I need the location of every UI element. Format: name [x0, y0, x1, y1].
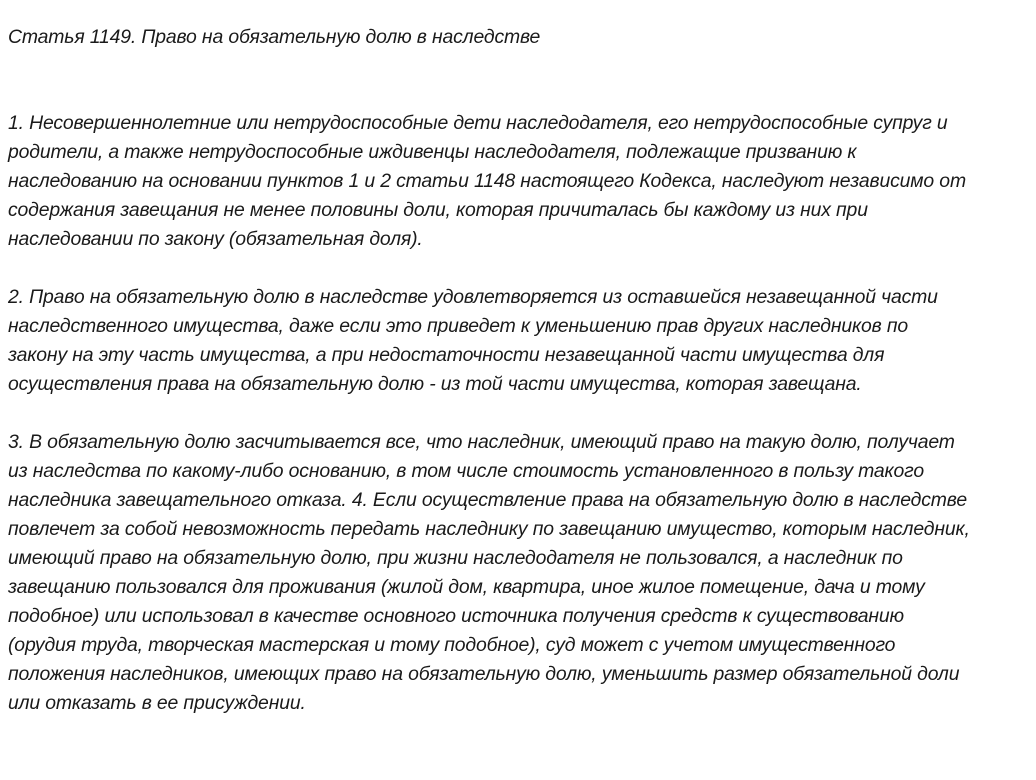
- paragraph-3: [8, 428, 970, 718]
- paragraph-line: положения наследников, имеющих право на обязательную долю, уменьшить размер обязательной доли: [8, 663, 960, 685]
- paragraph-line: содержания завещания не менее половины доли, которая причиталась бы каждому из них при: [8, 199, 868, 221]
- paragraph-line: осуществления права на обязательную долю - из той части имущества, которая завещана.: [8, 373, 862, 395]
- paragraph-line: родители, а также нетрудоспособные иждивенцы наследодателя, подлежащие призванию к: [8, 141, 857, 163]
- paragraph-line: закону на эту часть имущества, а при недостаточности незавещанной части имущества для: [8, 344, 885, 366]
- paragraph-line: завещанию пользовался для проживания (жилой дом, квартира, иное жилое помещение, дача и тому: [8, 576, 925, 598]
- paragraph-line: наследника завещательного отказа. 4. Если осуществление права на обязательную долю в наследстве: [8, 489, 967, 511]
- paragraph-line: 1. Несовершеннолетние или нетрудоспособные дети наследодателя, его нетрудоспособные супруг и: [8, 112, 948, 134]
- paragraph-line: имеющий право на обязательную долю, при жизни наследодателя не пользовался, а наследник по: [8, 547, 903, 569]
- paragraph-line: из наследства по какому-либо основанию, в том числе стоимость установленного в пользу такого: [8, 460, 924, 482]
- paragraph-line: наследственного имущества, даже если это приведет к уменьшению прав других наследников по: [8, 315, 909, 337]
- paragraph-line: наследованию на основании пунктов 1 и 2 статьи 1148 настоящего Кодекса, наследуют независимо от: [8, 170, 966, 192]
- paragraph-line: 3. В обязательную долю засчитывается все, что наследник, имеющий право на такую долю, получает: [8, 431, 955, 453]
- paragraph-line: подобное) или использовал в качестве основного источника получения средств к существованию: [8, 605, 904, 627]
- paragraph-line: (орудия труда, творческая мастерская и тому подобное), суд может с учетом имущественного: [8, 634, 896, 656]
- paragraph-line: или отказать в ее присуждении.: [8, 692, 306, 714]
- paragraph-line: 2. Право на обязательную долю в наследстве удовлетворяется из оставшейся незавещанной части: [8, 286, 938, 308]
- paragraph-1: [8, 109, 966, 254]
- article-title: Статья 1149. Право на обязательную долю в наследстве: [8, 26, 541, 48]
- paragraph-2: [8, 283, 938, 399]
- paragraph-line: повлечет за собой невозможность передать наследнику по завещанию имущество, которым наследник,: [8, 518, 970, 540]
- paragraph-line: наследовании по закону (обязательная доля).: [8, 228, 423, 250]
